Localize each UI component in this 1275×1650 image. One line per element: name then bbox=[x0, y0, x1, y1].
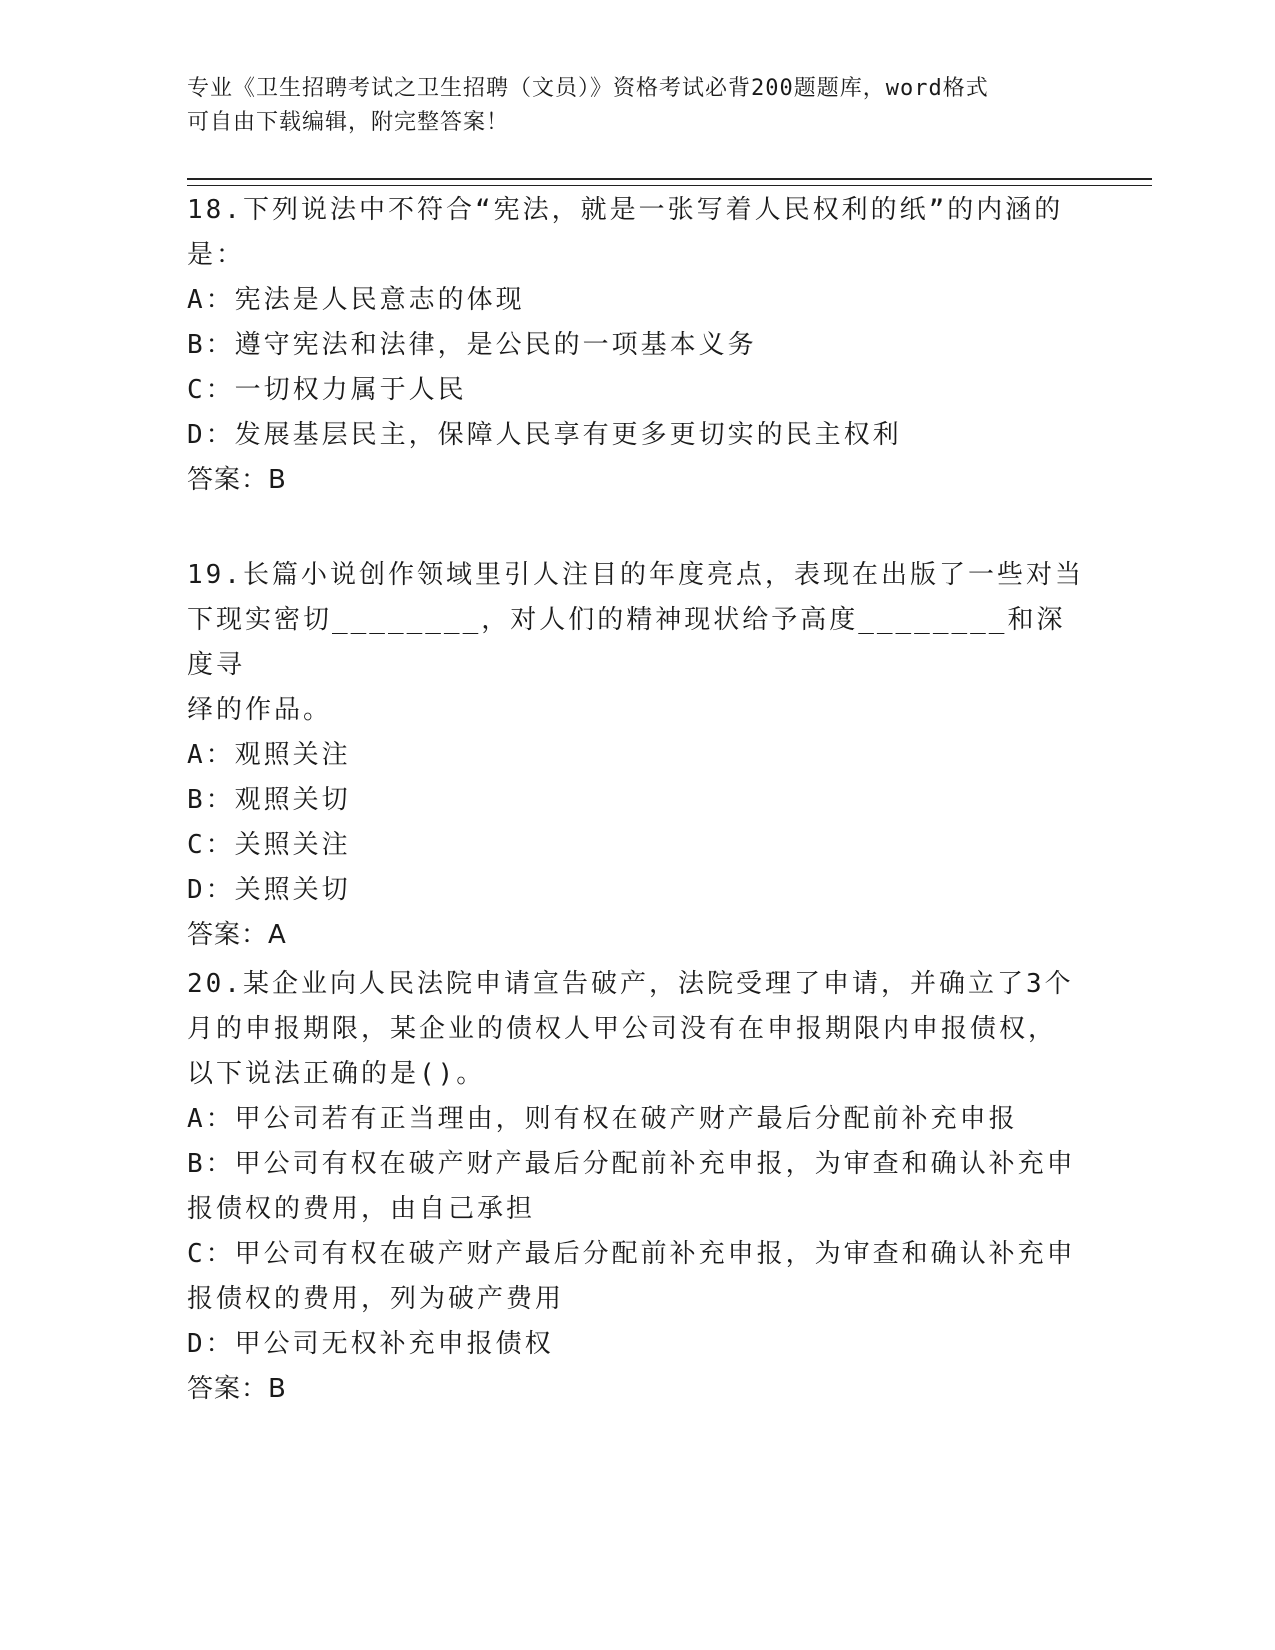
option-a: A：甲公司若有正当理由，则有权在破产财产最后分配前补充申报 bbox=[187, 1104, 1018, 1134]
option-c: C：关照关注 bbox=[187, 830, 351, 860]
question-text-line: 是： bbox=[187, 240, 246, 270]
header-line-2: 可自由下载编辑，附完整答案！ bbox=[187, 110, 510, 135]
option-a: A：观照关注 bbox=[187, 740, 351, 770]
option-d: D：关照关切 bbox=[187, 875, 351, 905]
question-18 bbox=[187, 188, 1087, 503]
question-text-line: 绎的作品。 bbox=[187, 695, 333, 725]
option-a: A：宪法是人民意志的体现 bbox=[187, 285, 525, 315]
header-line-1: 专业《卫生招聘考试之卫生招聘（文员）》资格考试必背200题题库，word格式 bbox=[187, 76, 989, 101]
question-text-line: 20.某企业向人民法院申请宣告破产，法院受理了申请，并确立了3个 bbox=[187, 969, 1074, 999]
option-c: C：一切权力属于人民 bbox=[187, 375, 467, 405]
document-header bbox=[187, 72, 1067, 140]
answer: 答案：B bbox=[187, 1374, 287, 1404]
option-d: D：发展基层民主，保障人民享有更多更切实的民主权利 bbox=[187, 420, 902, 450]
question-20 bbox=[187, 962, 1087, 1412]
option-b-continued: 报债权的费用，由自己承担 bbox=[187, 1194, 536, 1224]
question-text-line: 下现实密切________，对人们的精神现状给予高度________和深度寻 bbox=[187, 605, 1066, 680]
option-c-continued: 报债权的费用，列为破产费用 bbox=[187, 1284, 565, 1314]
answer: 答案：A bbox=[187, 920, 287, 950]
question-text-line: 以下说法正确的是()。 bbox=[187, 1059, 486, 1089]
header-divider bbox=[187, 178, 1152, 186]
option-b: B：观照关切 bbox=[187, 785, 351, 815]
answer: 答案：B bbox=[187, 465, 287, 495]
question-text-line: 月的申报期限，某企业的债权人甲公司没有在申报期限内申报债权， bbox=[187, 1014, 1058, 1044]
option-d: D：甲公司无权补充申报债权 bbox=[187, 1329, 554, 1359]
question-19 bbox=[187, 553, 1087, 958]
option-b: B：甲公司有权在破产财产最后分配前补充申报，为审查和确认补充申 bbox=[187, 1149, 1076, 1179]
option-b: B：遵守宪法和法律，是公民的一项基本义务 bbox=[187, 330, 757, 360]
question-text-line: 19.长篇小说创作领域里引人注目的年度亮点，表现在出版了一些对当 bbox=[187, 560, 1084, 590]
question-text-line: 18.下列说法中不符合“宪法，就是一张写着人民权利的纸”的内涵的 bbox=[187, 195, 1064, 225]
option-c: C：甲公司有权在破产财产最后分配前补充申报，为审查和确认补充申 bbox=[187, 1239, 1076, 1269]
